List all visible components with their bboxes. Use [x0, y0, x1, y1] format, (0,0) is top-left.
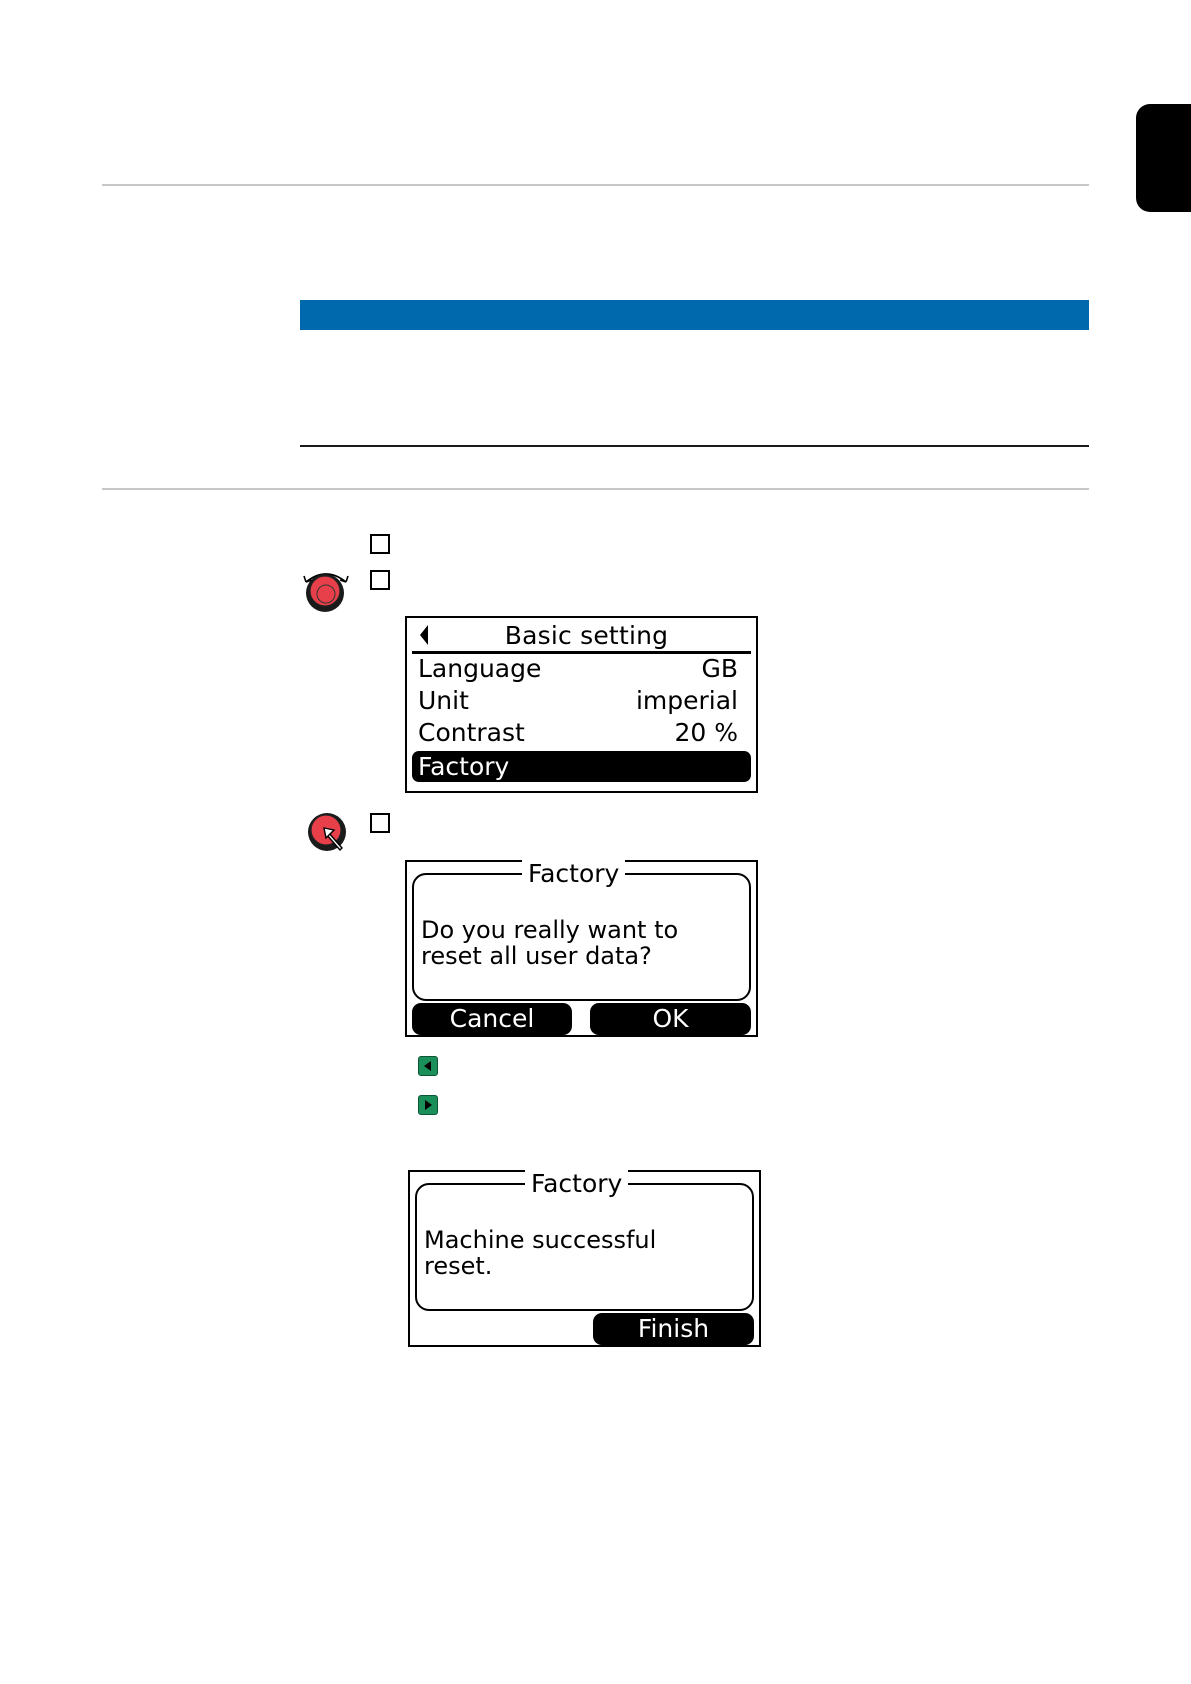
finish-button[interactable]: Finish [593, 1313, 754, 1345]
contrast-label: Contrast [418, 718, 525, 747]
confirm-title: Factory [522, 860, 625, 888]
done-line-2: reset. [424, 1252, 493, 1280]
unit-value: imperial [635, 686, 738, 715]
green-right-arrow-key-icon [418, 1095, 438, 1115]
step-2-checkbox [370, 570, 390, 590]
chapter-tab [1136, 104, 1191, 212]
lcd-basic-setting [405, 616, 758, 793]
language-label: Language [418, 654, 542, 683]
lcd-row-unit [418, 686, 738, 716]
lcd-factory-confirm [405, 860, 758, 1037]
done-title: Factory [525, 1170, 628, 1198]
lcd-row-factory-selected[interactable]: Factory [412, 751, 751, 782]
dial-turn-icon [300, 566, 352, 614]
note-header-bar [300, 300, 1089, 330]
confirm-line-2: reset all user data? [421, 942, 652, 970]
done-line-1: Machine successful [424, 1226, 657, 1254]
lcd-factory-done [408, 1170, 761, 1347]
confirm-line-1: Do you really want to [421, 916, 679, 944]
section-divider-bottom [102, 488, 1089, 490]
step-1-checkbox [370, 534, 390, 554]
lcd-row-contrast [418, 718, 738, 748]
unit-label: Unit [418, 686, 469, 715]
dial-press-icon [306, 810, 352, 856]
language-value: GB [701, 654, 738, 683]
contrast-value: 20 % [674, 718, 738, 747]
cancel-button[interactable]: Cancel [412, 1003, 572, 1035]
ok-button[interactable]: OK [590, 1003, 751, 1035]
section-divider-top [102, 184, 1089, 186]
green-left-arrow-key-icon [418, 1056, 438, 1076]
step-3-checkbox [370, 813, 390, 833]
note-footer-rule [300, 445, 1089, 447]
lcd-row-language [418, 654, 738, 684]
lcd-basic-title: Basic setting [504, 621, 669, 650]
